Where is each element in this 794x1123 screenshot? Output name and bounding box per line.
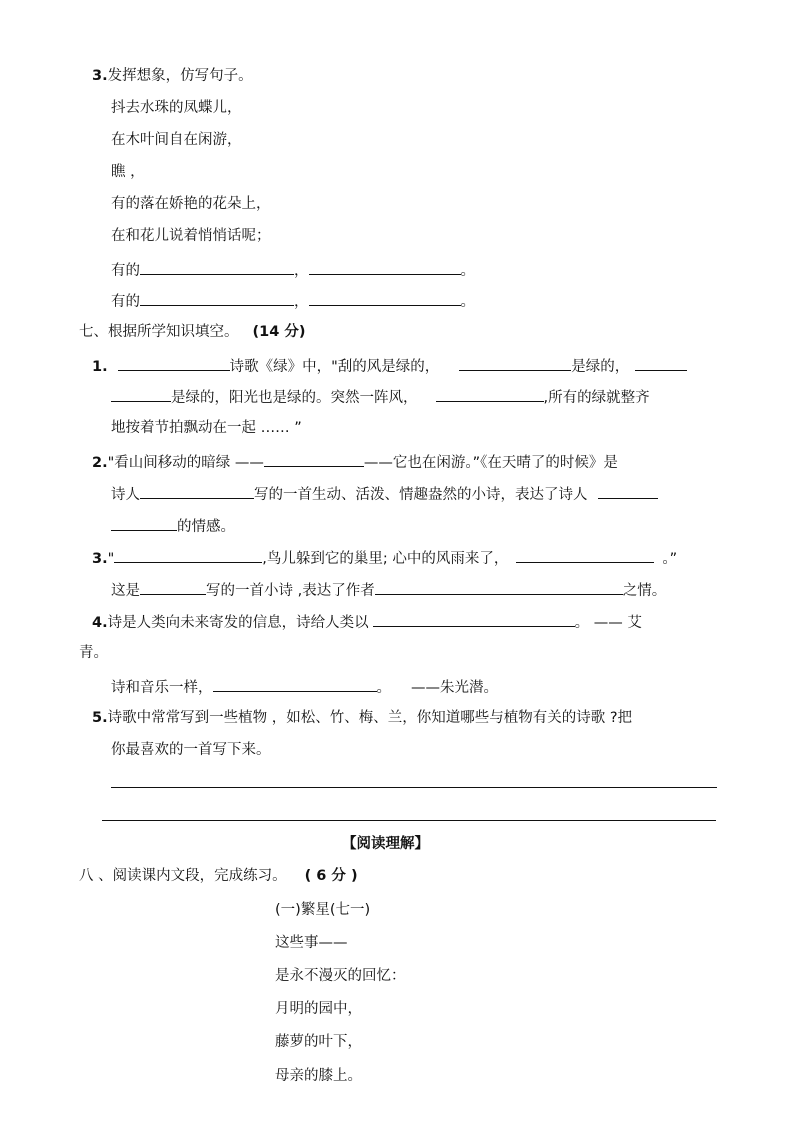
q3-blank-1b[interactable] [309, 259, 461, 275]
s7-item-1-blank-c[interactable] [635, 355, 687, 371]
section-8-title: 八 、阅读课内文段，完成练习。 [79, 868, 287, 884]
answer-line-2[interactable] [102, 820, 716, 821]
s7-item-3-text-d: 这是 [111, 583, 140, 599]
poem-line-4: 藤萝的叶下， [275, 1034, 362, 1050]
s7-item-5-number: 5. [92, 710, 108, 726]
poem-line-3: 月明的园中， [275, 1001, 362, 1017]
section-7-heading [79, 322, 305, 342]
s7-item-1-text-d: ,所有的绿就整齐 [543, 390, 650, 406]
s7-item-3-text-e: 写的一首小诗 ,表达了作者 [206, 583, 375, 599]
s7-item-4-text-b: 。 —— 艾 [574, 615, 642, 631]
s7-item-3-blank-d[interactable] [375, 579, 623, 595]
q3-comma: ， [294, 294, 309, 310]
q3-blank-prefix: 有的 [111, 294, 140, 310]
s7-item-2-blank-c2[interactable] [111, 515, 177, 531]
s7-item-2-blank-b[interactable] [140, 483, 254, 499]
q3-line-3: 瞧 ， [111, 164, 145, 180]
s7-item-1-blank-c2[interactable] [111, 386, 171, 402]
s7-item-2-blank-a[interactable] [264, 451, 364, 467]
s7-item-1-blank-d[interactable] [436, 386, 544, 402]
s7-item-4-number: 4. [92, 615, 108, 631]
section-8-score: ( 6 分 ) [304, 868, 358, 884]
s7-item-4-text-a: 诗是人类向未来寄发的信息，诗给人类以 [107, 615, 369, 631]
s7-item-2-blank-c[interactable] [598, 483, 658, 499]
s7-item-1-blank-b[interactable] [459, 355, 571, 371]
s7-item-3-text-a: " [107, 551, 115, 567]
section-8-heading [79, 866, 358, 886]
q3-line-5: 在和花儿说着悄悄话呢； [111, 228, 271, 244]
q3-blank-1a[interactable] [140, 259, 294, 275]
s7-item-2-text-d: 写的一首生动、活泼、情趣盎然的小诗，表达了诗人 [254, 487, 588, 503]
s7-item-4-blank-b[interactable] [213, 676, 377, 692]
s7-item-2-line-2 [111, 483, 658, 505]
s7-item-3-blank-c[interactable] [140, 579, 206, 595]
q3-line-2: 在木叶间自在闲游， [111, 132, 242, 148]
q3-title: 发挥想象，仿写句子。 [107, 68, 253, 84]
s7-item-3-line-1 [92, 547, 677, 569]
s7-item-2-text-a: "看山间移动的暗绿 —— [107, 455, 264, 471]
s7-item-4-text-e: 。 [376, 680, 391, 696]
q3-line-1: 抖去水珠的凤蝶儿， [111, 100, 242, 116]
section-7-title: 七、根据所学知识填空。 [79, 324, 239, 340]
s7-item-3-blank-b[interactable] [516, 547, 654, 563]
s7-item-3-line-2 [111, 579, 666, 601]
s7-item-4-line-2: 青。 [79, 645, 108, 661]
s7-item-1-text-c: 是绿的，阳光也是绿的。突然一阵风， [171, 390, 418, 406]
s7-item-2-text-e: 的情感。 [177, 519, 235, 535]
q3-number: 3. [92, 68, 108, 84]
s7-item-1-line-3: 地按着节拍飘动在一起 …… ” [111, 420, 302, 436]
s7-item-1-text-b: 是绿的， [571, 359, 630, 375]
s7-item-4-text-d: 诗和音乐一样， [111, 680, 213, 696]
s7-item-1-blank-a[interactable] [118, 355, 230, 371]
poem-line-2: 是永不漫灭的回忆： [275, 968, 406, 984]
s7-item-2-line-3 [111, 515, 235, 537]
s7-item-2-number: 2. [92, 455, 108, 471]
q3-blank-row-1 [111, 259, 475, 281]
s7-item-3-text-f: 之情。 [622, 583, 667, 599]
reading-section-header: 【阅读理解】 [342, 836, 429, 852]
s7-item-3-text-b: ,鸟儿躲到它的巢里; 心中的风雨来了， [262, 551, 509, 567]
q3-heading [92, 66, 253, 86]
s7-item-1-line-2 [111, 386, 650, 408]
q3-blank-row-2 [111, 290, 475, 312]
s7-item-4-text-f: ——朱光潜。 [411, 680, 498, 696]
answer-line-1[interactable] [111, 787, 717, 788]
s7-item-2-line-1 [92, 451, 618, 473]
q3-blank-2b[interactable] [309, 290, 461, 306]
poem-title: (一)繁星(七一) [275, 902, 371, 918]
s7-item-4-line-1 [92, 611, 642, 633]
s7-item-3-blank-a[interactable] [114, 547, 262, 563]
s7-item-5-line-2: 你最喜欢的一首写下来。 [111, 742, 271, 758]
s7-item-2-text-c: 诗人 [111, 487, 140, 503]
q3-comma: ， [294, 263, 309, 279]
s7-item-3-number: 3. [92, 551, 108, 567]
q3-line-4: 有的落在娇艳的花朵上， [111, 196, 271, 212]
s7-item-4-line-3 [111, 676, 498, 698]
s7-item-1-number: 1. [92, 359, 108, 375]
s7-item-4-blank-a[interactable] [373, 611, 575, 627]
s7-item-5-line-1 [92, 708, 632, 728]
s7-item-3-text-c: 。” [662, 551, 678, 567]
q3-blank-2a[interactable] [140, 290, 294, 306]
s7-item-5-text-a: 诗歌中常常写到一些植物 ，如松、竹、梅、兰，你知道哪些与植物有关的诗歌 ?把 [107, 710, 633, 726]
s7-item-1-line-1 [92, 355, 687, 377]
poem-line-1: 这些事—— [275, 935, 348, 951]
q3-period: 。 [460, 294, 475, 310]
section-7-score: (14 分) [252, 324, 306, 340]
q3-blank-prefix: 有的 [111, 263, 140, 279]
q3-period: 。 [460, 263, 475, 279]
s7-item-1-text-a: 诗歌《绿》中，"刮的风是绿的， [229, 359, 440, 375]
s7-item-2-text-b: ——它也在闲游。”《在天晴了的时候》是 [363, 455, 618, 471]
poem-line-5: 母亲的膝上。 [275, 1068, 362, 1084]
